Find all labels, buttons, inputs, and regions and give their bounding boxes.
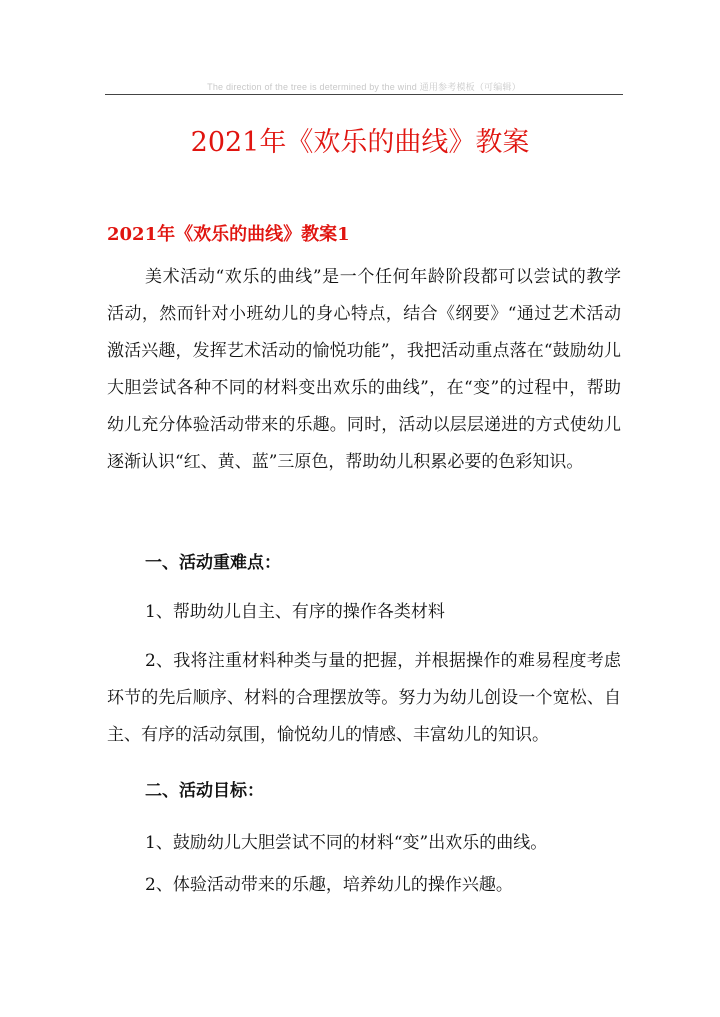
intro-paragraph: 美术活动“欢乐的曲线”是一个任何年龄阶段都可以尝试的教学活动，然而针对小班幼儿的身心特点，结合《纲要》“通过艺术活动激活兴趣，发挥艺术活动的愉悦功能”，我把活动重点落在“鼓励幼儿大胆尝试各种不同的材料变出欢乐的曲线”，在“变”的过程中，帮助幼儿充分体验活动带来的乐趣。同时，活动以层层递进的方式使幼儿逐渐认识“红、黄、蓝”三原色，帮助幼儿积累必要的色彩知识。 [107,267,621,472]
section-heading: 2021年《欢乐的曲线》教案1 [107,224,350,245]
page-header-text: The direction of the tree is determined by the wind 通用参考模板（可编辑） [207,82,521,92]
part1-item1: 1、帮助幼儿自主、有序的操作各类材料 [145,602,445,622]
part2-item2: 2、体验活动带来的乐趣，培养幼儿的操作兴趣。 [145,875,513,895]
document-title: 2021年《欢乐的曲线》教案 [190,127,530,158]
part2-item1: 1、鼓励幼儿大胆尝试不同的材料“变”出欢乐的曲线。 [145,833,548,853]
part1-item2: 2、我将注重材料种类与量的把握，并根据操作的难易程度考虑环节的先后顺序、材料的合理摆放等。努力为幼儿创设一个宽松、自主、有序的活动氛围，愉悦幼儿的情感、丰富幼儿的知识。 [107,651,621,745]
part2-heading: 二、活动目标： [145,781,264,801]
part1-heading: 一、活动重难点： [145,553,281,573]
header-divider [105,94,623,95]
